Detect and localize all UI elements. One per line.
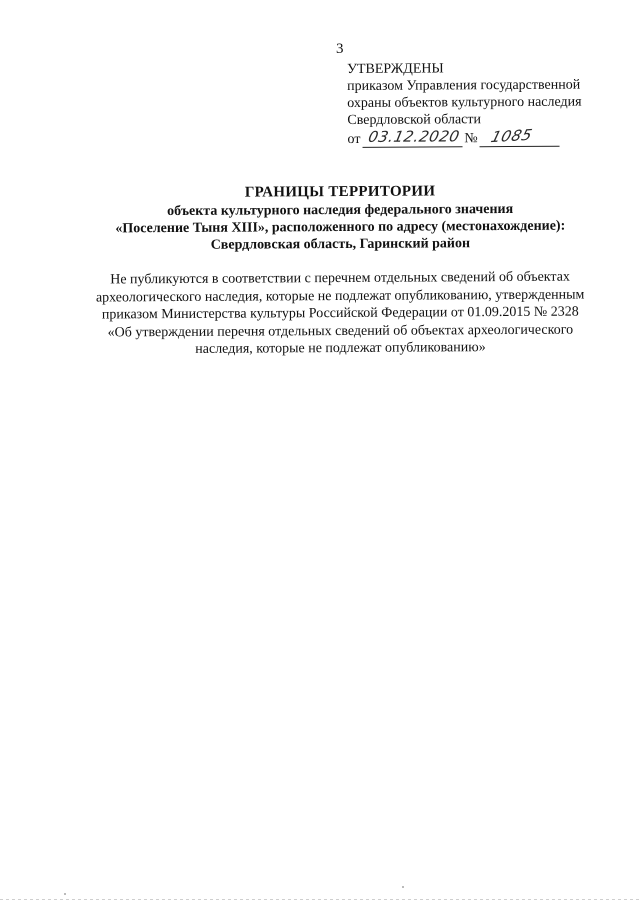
heading-line-3: Свердловская область, Гаринский район: [210, 236, 471, 253]
number-field: [480, 125, 560, 147]
heading-line-2: «Поселение Тыня XIII», расположенного по адресу (местонахождение):: [115, 218, 566, 237]
number-label: №: [464, 131, 478, 147]
page-number: 3: [336, 41, 344, 57]
body-paragraph: [60, 268, 621, 359]
approval-line-1: приказом Управления государственной: [347, 77, 581, 94]
scan-speck: [64, 893, 66, 895]
body-line-5: наследия, которые не подлежат опубликованию»: [195, 340, 486, 357]
handwritten-date: 03.12.2020: [366, 127, 462, 146]
order-reference: [347, 127, 617, 149]
body-line-1: Не публикуются в соответствии с перечнем отдельных сведений об объектах: [110, 269, 570, 288]
scan-speck: [402, 886, 404, 888]
approval-block: [347, 59, 618, 149]
heading-title: ГРАНИЦЫ ТЕРРИТОРИИ: [244, 183, 436, 201]
approval-title: УТВЕРЖДЕНЫ: [347, 61, 444, 77]
date-label: от: [347, 131, 361, 147]
scan-edge-line: [0, 899, 640, 900]
handwritten-number: 1085: [489, 125, 535, 147]
body-line-4: «Об утверждении перечня отдельных сведений об объектах археологического: [107, 322, 574, 340]
approval-line-2: охраны объектов культурного наследия: [347, 94, 582, 111]
body-line-2: археологического наследия, которые не подлежат опубликованию, утвержденным: [95, 287, 585, 305]
date-field: [362, 128, 462, 148]
document-heading: [60, 181, 620, 254]
heading-line-1: объекта культурного наследия федерального значения: [167, 201, 514, 220]
approval-line-3: Свердловской области: [347, 112, 482, 128]
body-line-3: приказом Министерства культуры Российской Федерации от 01.09.2015 № 2328: [101, 304, 579, 323]
